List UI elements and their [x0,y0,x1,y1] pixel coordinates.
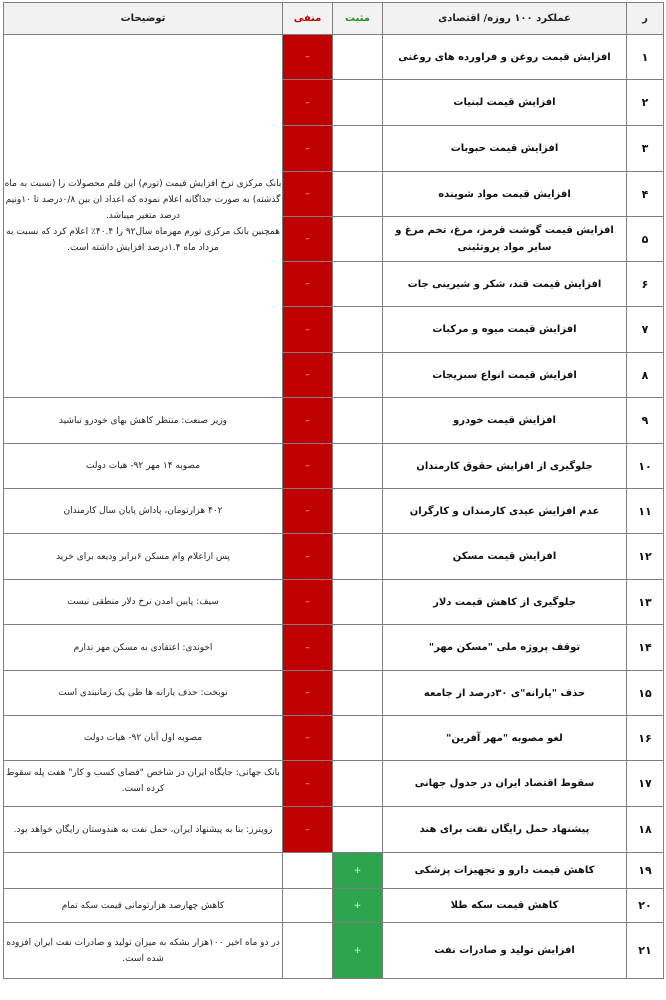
row-number: ۱ [627,35,664,80]
minus-mark: – [305,824,310,835]
row-item: افزایش قیمت حبوبات [383,126,627,172]
positive-cell [333,353,383,398]
row-number: ۱۴ [627,625,664,671]
merged-note-line-2: همچنین بانک مرکزی تورم مهرماه سال۹۲ را ۴۰.۴٪ اعلام کرد که نسبت به مرداد ماه ۱.۴درصد افزایش داشته است. [6,227,280,253]
minus-mark: – [305,279,310,289]
performance-table-container [3,2,663,979]
row-item: افزایش قیمت لبنیات [383,80,627,126]
table-header-row [4,3,664,35]
row-item: توقف پروژه ملی "مسکن مهر" [383,625,627,671]
positive-cell [333,923,383,979]
minus-mark: – [305,506,310,516]
row-number: ۸ [627,353,664,398]
merged-note-cell [4,35,283,398]
row-note: پس ازاعلام وام مسکن ۶برابر ودیعه برای خرید [4,534,283,580]
row-note: مصوبه اول آبان ۹۲- هیات دولت [4,716,283,761]
negative-cell [283,353,333,398]
row-item: افزایش قیمت میوه و مرکبات [383,307,627,353]
minus-mark: – [305,234,310,244]
row-number: ۳ [627,126,664,172]
row-note: مصوبه ۱۴ مهر ۹۲- هیات دولت [4,444,283,489]
positive-cell [333,889,383,923]
row-item: جلوگیری از افزایش حقوق کارمندان [383,444,627,489]
positive-cell [333,534,383,580]
positive-cell [333,444,383,489]
row-number: ۱۲ [627,534,664,580]
minus-mark: – [305,370,310,380]
positive-cell [333,716,383,761]
positive-cell [333,489,383,534]
positive-cell [333,80,383,126]
table-row [4,853,664,889]
row-note: نوبخت: حذف یارانه ها طی یک زمانبندی است [4,671,283,716]
row-number: ۴ [627,172,664,217]
table-row [4,444,664,489]
row-item: حذف "یارانه"ی ۳۰درصد از جامعه [383,671,627,716]
positive-cell [333,262,383,307]
negative-cell [283,126,333,172]
row-number: ۱۰ [627,444,664,489]
positive-cell [333,217,383,262]
negative-cell [283,923,333,979]
positive-cell [333,671,383,716]
row-number: ۱۶ [627,716,664,761]
table-row [4,671,664,716]
row-note: کاهش چهارصد هزارتومانی قیمت سکه تمام [4,889,283,923]
row-note: رویترز: بنا به پیشنهاد ایران، حمل نفت به هندوستان رایگان خواهد بود. [4,807,283,853]
row-item: افزایش قیمت مسکن [383,534,627,580]
positive-cell [333,172,383,217]
row-item: کاهش قیمت دارو و تجهیزات پزشکی [383,853,627,889]
row-number: ۱۹ [627,853,664,889]
row-item: لغو مصوبه "مهر آفرین" [383,716,627,761]
row-number: ۲۰ [627,889,664,923]
negative-cell [283,671,333,716]
row-number: ۱۱ [627,489,664,534]
row-item: افزایش قیمت خودرو [383,398,627,444]
minus-mark: – [305,551,310,562]
negative-cell [283,625,333,671]
negative-cell [283,80,333,126]
minus-mark: – [305,461,310,471]
header-notes: توضیحات [4,3,283,35]
row-item: افزایش قیمت گوشت قرمز، مرغ، تخم مرغ و سایر مواد پروتئینی [383,217,627,262]
row-note [4,853,283,889]
merged-note-line-1: بانک مرکزی نرخ افزایش قیمت (تورم) این قلم محصولات را (نسبت به ماه گذشته) به صورت جداگانه اعلام نموده که اعداد ان بین ۰/۸درصد تا ۱۰ونیم درصد متغیر میباشد. [4,179,282,221]
positive-cell [333,126,383,172]
table-row [4,35,664,80]
minus-mark: – [305,52,310,62]
row-number: ۲ [627,80,664,126]
positive-cell [333,807,383,853]
minus-mark: – [305,733,310,743]
minus-mark: – [305,642,310,653]
row-note: بانک جهانی: جایگاه ایران در شاخص "فضای کسب و کار" هفت پله سقوط کرده است. [4,761,283,807]
row-note: اخوندی: اعتقادی به مسکن مهر ندارم [4,625,283,671]
table-row [4,716,664,761]
header-num: ر [627,3,664,35]
row-note: ۴۰۲ هزارتومان، پاداش پایان سال کارمندان [4,489,283,534]
table-row [4,625,664,671]
performance-table [3,2,664,979]
header-item: عملکرد ۱۰۰ روزه/ اقتصادی [383,3,627,35]
positive-cell [333,580,383,625]
row-item: عدم افزایش عیدی کارمندان و کارگران [383,489,627,534]
row-number: ۱۸ [627,807,664,853]
minus-mark: – [305,415,310,426]
negative-cell [283,444,333,489]
table-row [4,807,664,853]
row-number: ۱۵ [627,671,664,716]
minus-mark: – [305,778,310,789]
negative-cell [283,807,333,853]
table-row [4,398,664,444]
positive-cell [333,398,383,444]
minus-mark: – [305,143,310,154]
minus-mark: – [305,324,310,335]
minus-mark: – [305,688,310,698]
row-number: ۲۱ [627,923,664,979]
positive-cell [333,307,383,353]
negative-cell [283,307,333,353]
table-body [4,35,664,979]
row-item: افزایش قیمت مواد شوینده [383,172,627,217]
row-number: ۵ [627,217,664,262]
negative-cell [283,398,333,444]
plus-mark: + [353,865,362,876]
plus-mark: + [353,945,362,956]
positive-cell [333,853,383,889]
row-note: سیف: پایین امدن نرخ دلار منطقی نیست [4,580,283,625]
row-number: ۱۳ [627,580,664,625]
table-row [4,580,664,625]
row-item: سقوط اقتصاد ایران در جدول جهانی [383,761,627,807]
positive-cell [333,625,383,671]
table-row [4,889,664,923]
table-row [4,534,664,580]
row-number: ۶ [627,262,664,307]
negative-cell [283,534,333,580]
row-item: افزایش قیمت قند، شکر و شیرینی جات [383,262,627,307]
table-row [4,923,664,979]
negative-cell [283,172,333,217]
minus-mark: – [305,97,310,108]
negative-cell [283,761,333,807]
plus-mark: + [353,900,362,911]
row-item: افزایش قیمت روغن و فراورده های روغنی [383,35,627,80]
positive-cell [333,761,383,807]
table-row [4,761,664,807]
negative-cell [283,217,333,262]
table-row [4,489,664,534]
row-number: ۱۷ [627,761,664,807]
positive-cell [333,35,383,80]
row-item: جلوگیری از کاهش قیمت دلار [383,580,627,625]
row-number: ۷ [627,307,664,353]
negative-cell [283,262,333,307]
minus-mark: – [305,189,310,199]
row-number: ۹ [627,398,664,444]
minus-mark: – [305,597,310,607]
negative-cell [283,580,333,625]
negative-cell [283,716,333,761]
row-item: افزایش قیمت انواع سبزیجات [383,353,627,398]
header-positive: مثبت [333,3,383,35]
row-note: وزیر صنعت: منتظر کاهش بهای خودرو نباشید [4,398,283,444]
row-item: افزایش تولید و صادرات نفت [383,923,627,979]
negative-cell [283,889,333,923]
header-negative: منفی [283,3,333,35]
negative-cell [283,853,333,889]
negative-cell [283,35,333,80]
negative-cell [283,489,333,534]
row-item: کاهش قیمت سکه طلا [383,889,627,923]
row-item: پیشنهاد حمل رایگان نفت برای هند [383,807,627,853]
row-note: در دو ماه اخیر ۱۰۰هزار بشکه به میزان تولید و صادرات نفت ایران افزوده شده است. [4,923,283,979]
